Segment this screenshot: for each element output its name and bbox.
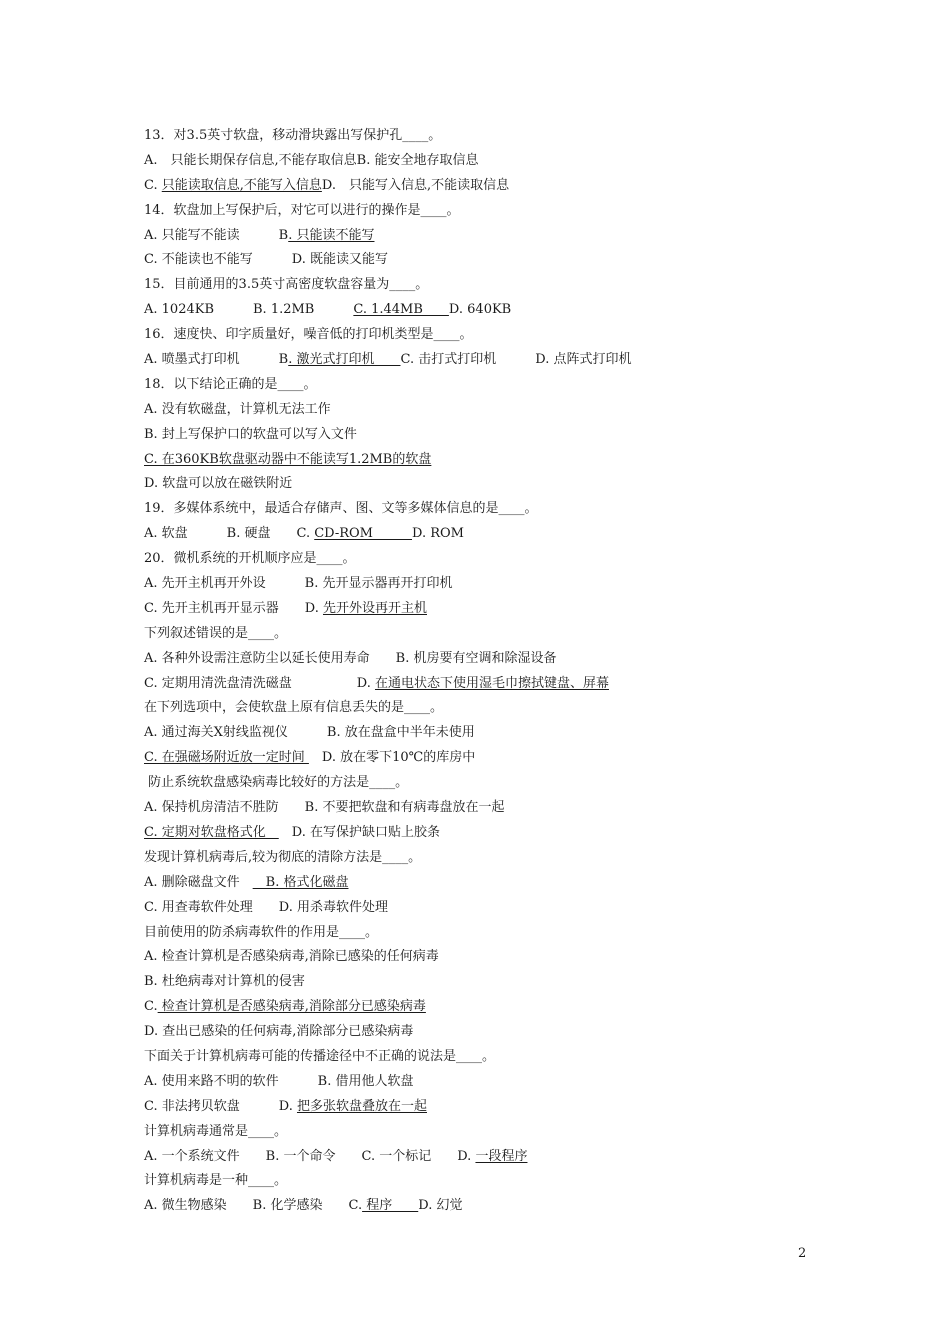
answer-text: 检查计算机是否感染病毒,消除部分已感染病毒 [157, 999, 426, 1015]
line-text: A. 各种外设需注意防尘以延长使用寿命 B. 机房要有空调和除湿设备 [144, 650, 557, 666]
text-line [144, 174, 904, 199]
line-text: 在下列选项中，会使软盘上原有信息丢失的是____。 [144, 700, 444, 716]
line-text: B. 杜绝病毒对计算机的侵害 [144, 974, 305, 990]
answer-text: 先开外设再开主机 [322, 600, 427, 616]
text-line [144, 199, 904, 224]
line-text: A. 先开主机再开外设 B. 先开显示器再开打印机 [144, 576, 453, 592]
text-line [144, 821, 904, 846]
line-text: A. 保持机房清洁不胜防 B. 不要把软盘和有病毒盘放在一起 [144, 800, 505, 816]
text-line [144, 746, 904, 771]
line-text: C. 非法拷贝软盘 D. [144, 1098, 297, 1114]
answer-text: . 只能读不能写 [288, 227, 375, 243]
line-text: D. 软盘可以放在磁铁附近 [144, 476, 293, 492]
text-line [144, 423, 904, 448]
text-line [144, 771, 904, 796]
text-line [144, 672, 904, 697]
line-text: D. 查出已感染的任何病毒,消除部分已感染病毒 [144, 1024, 414, 1040]
line-text: C. 不能读也不能写 D. 既能读又能写 [144, 252, 388, 268]
text-line [144, 149, 904, 174]
text-line [144, 846, 904, 871]
text-line [144, 1045, 904, 1070]
line-text: C. 击打式打印机 D. 点阵式打印机 [400, 352, 632, 368]
line-text: 目前使用的防杀病毒软件的作用是____。 [144, 924, 379, 940]
text-line [144, 597, 904, 622]
text-line [144, 1070, 904, 1095]
line-text: D. 在写保护缺口贴上胶条 [278, 824, 440, 840]
answer-text: C. 1.44MB [353, 302, 449, 318]
answer-text: 只能读取信息,不能写入信息 [161, 177, 322, 193]
line-text: A. 只能长期保存信息,不能存取信息B. 能安全地存取信息 [144, 152, 479, 168]
line-text: 防止系统软盘感染病毒比较好的方法是____。 [144, 775, 409, 791]
text-line [144, 398, 904, 423]
line-text: D. 640KB [448, 302, 512, 318]
text-line [144, 945, 904, 970]
answer-text: B. 格式化磁盘 [252, 874, 349, 890]
text-line [144, 373, 904, 398]
line-text: 18．以下结论正确的是____。 [144, 376, 317, 392]
text-line [144, 298, 904, 323]
line-text: 14．软盘加上写保护后，对它可以进行的操作是____。 [144, 202, 460, 218]
line-text: 13．对3.5英寸软盘，移动滑块露出写保护孔____。 [144, 128, 442, 143]
line-text: 下列叙述错误的是____。 [144, 625, 288, 641]
answer-text: C. 在360KB软盘驱动器中不能读写1.2MB的软盘 [144, 451, 432, 467]
answer-text: . 激光式打印机 [288, 352, 401, 368]
text-line [144, 224, 904, 249]
text-line [144, 896, 904, 921]
line-text: 下面关于计算机病毒可能的传播途径中不正确的说法是____。 [144, 1048, 496, 1064]
line-text: C. 定期用清洗盘清洗磁盘 D. [144, 675, 375, 691]
line-text: A. 删除磁盘文件 [144, 874, 253, 890]
line-text: C. [144, 999, 158, 1015]
text-line [144, 547, 904, 572]
line-text: C. 用查毒软件处理 D. 用杀毒软件处理 [144, 899, 388, 915]
line-text: 发现计算机病毒后,较为彻底的清除方法是____。 [144, 849, 422, 865]
text-line [144, 995, 904, 1020]
text-line [144, 248, 904, 273]
text-line [144, 522, 904, 547]
line-text: 19．多媒体系统中，最适合存储声、图、文等多媒体信息的是____。 [144, 501, 538, 517]
text-line [144, 622, 904, 647]
line-text: C. 先开主机再开显示器 D. [144, 600, 323, 616]
text-line [144, 871, 904, 896]
answer-text: 把多张软盘叠放在一起 [296, 1098, 427, 1114]
text-line [144, 1020, 904, 1045]
line-text: A. 喷墨式打印机 B [144, 352, 289, 368]
text-line [144, 647, 904, 672]
line-text: D. 只能写入信息,不能读取信息 [321, 177, 510, 193]
line-text: A. 只能写不能读 B [144, 227, 289, 243]
line-text: A. 软盘 B. 硬盘 C. [144, 526, 315, 542]
answer-text: C. 在强磁场附近放一定时间 [144, 750, 309, 766]
text-line [144, 124, 904, 149]
line-text: 计算机病毒通常是____。 [144, 1123, 288, 1139]
text-line [144, 970, 904, 995]
line-text: D. 放在零下10℃的库房中 [308, 750, 476, 766]
text-line [144, 472, 904, 497]
text-line [144, 721, 904, 746]
line-text: 15．目前通用的3.5英寸高密度软盘容量为____。 [144, 277, 429, 293]
line-text: 16．速度快、印字质量好，噪音低的打印机类型是____。 [144, 327, 473, 343]
line-text: A. 通过海关X射线监视仪 B. 放在盘盒中半年未使用 [144, 725, 475, 741]
text-line [144, 572, 904, 597]
text-line [144, 696, 904, 721]
text-line [144, 1120, 904, 1145]
answer-text: 在通电状态下使用湿毛巾擦拭键盘、屏幕 [374, 675, 609, 691]
line-text: A. 检查计算机是否感染病毒,消除已感染的任何病毒 [144, 949, 439, 965]
line-text: D. 幻觉 [418, 1198, 463, 1214]
text-line [144, 1095, 904, 1120]
question-list [144, 124, 904, 1219]
text-line [144, 323, 904, 348]
line-text: A. 使用来路不明的软件 B. 借用他人软盘 [144, 1073, 414, 1089]
answer-text: 一段程序 [475, 1148, 528, 1164]
text-line [144, 348, 904, 373]
line-text: A. 1024KB B. 1.2MB [144, 302, 354, 318]
line-text: A. 微生物感染 B. 化学感染 C. [144, 1198, 363, 1214]
text-line [144, 1194, 904, 1219]
answer-text: CD-ROM [314, 526, 412, 542]
line-text: B. 封上写保护口的软盘可以写入文件 [144, 426, 357, 442]
page-number: 2 [798, 1246, 807, 1261]
text-line [144, 921, 904, 946]
line-text: A. 一个系统文件 B. 一个命令 C. 一个标记 D. [144, 1148, 476, 1164]
line-text: C. [144, 177, 162, 193]
line-text: 20．微机系统的开机顺序应是____。 [144, 551, 356, 567]
text-line [144, 448, 904, 473]
line-text: D. ROM [412, 526, 464, 542]
text-line [144, 497, 904, 522]
text-line [144, 796, 904, 821]
answer-text: C. 定期对软盘格式化 [144, 824, 279, 840]
text-line [144, 1145, 904, 1170]
text-line [144, 273, 904, 298]
line-text: 计算机病毒是一种____。 [144, 1173, 288, 1189]
text-line [144, 1169, 904, 1194]
answer-text: 程序 [362, 1198, 419, 1214]
line-text: A. 没有软磁盘，计算机无法工作 [144, 401, 331, 417]
